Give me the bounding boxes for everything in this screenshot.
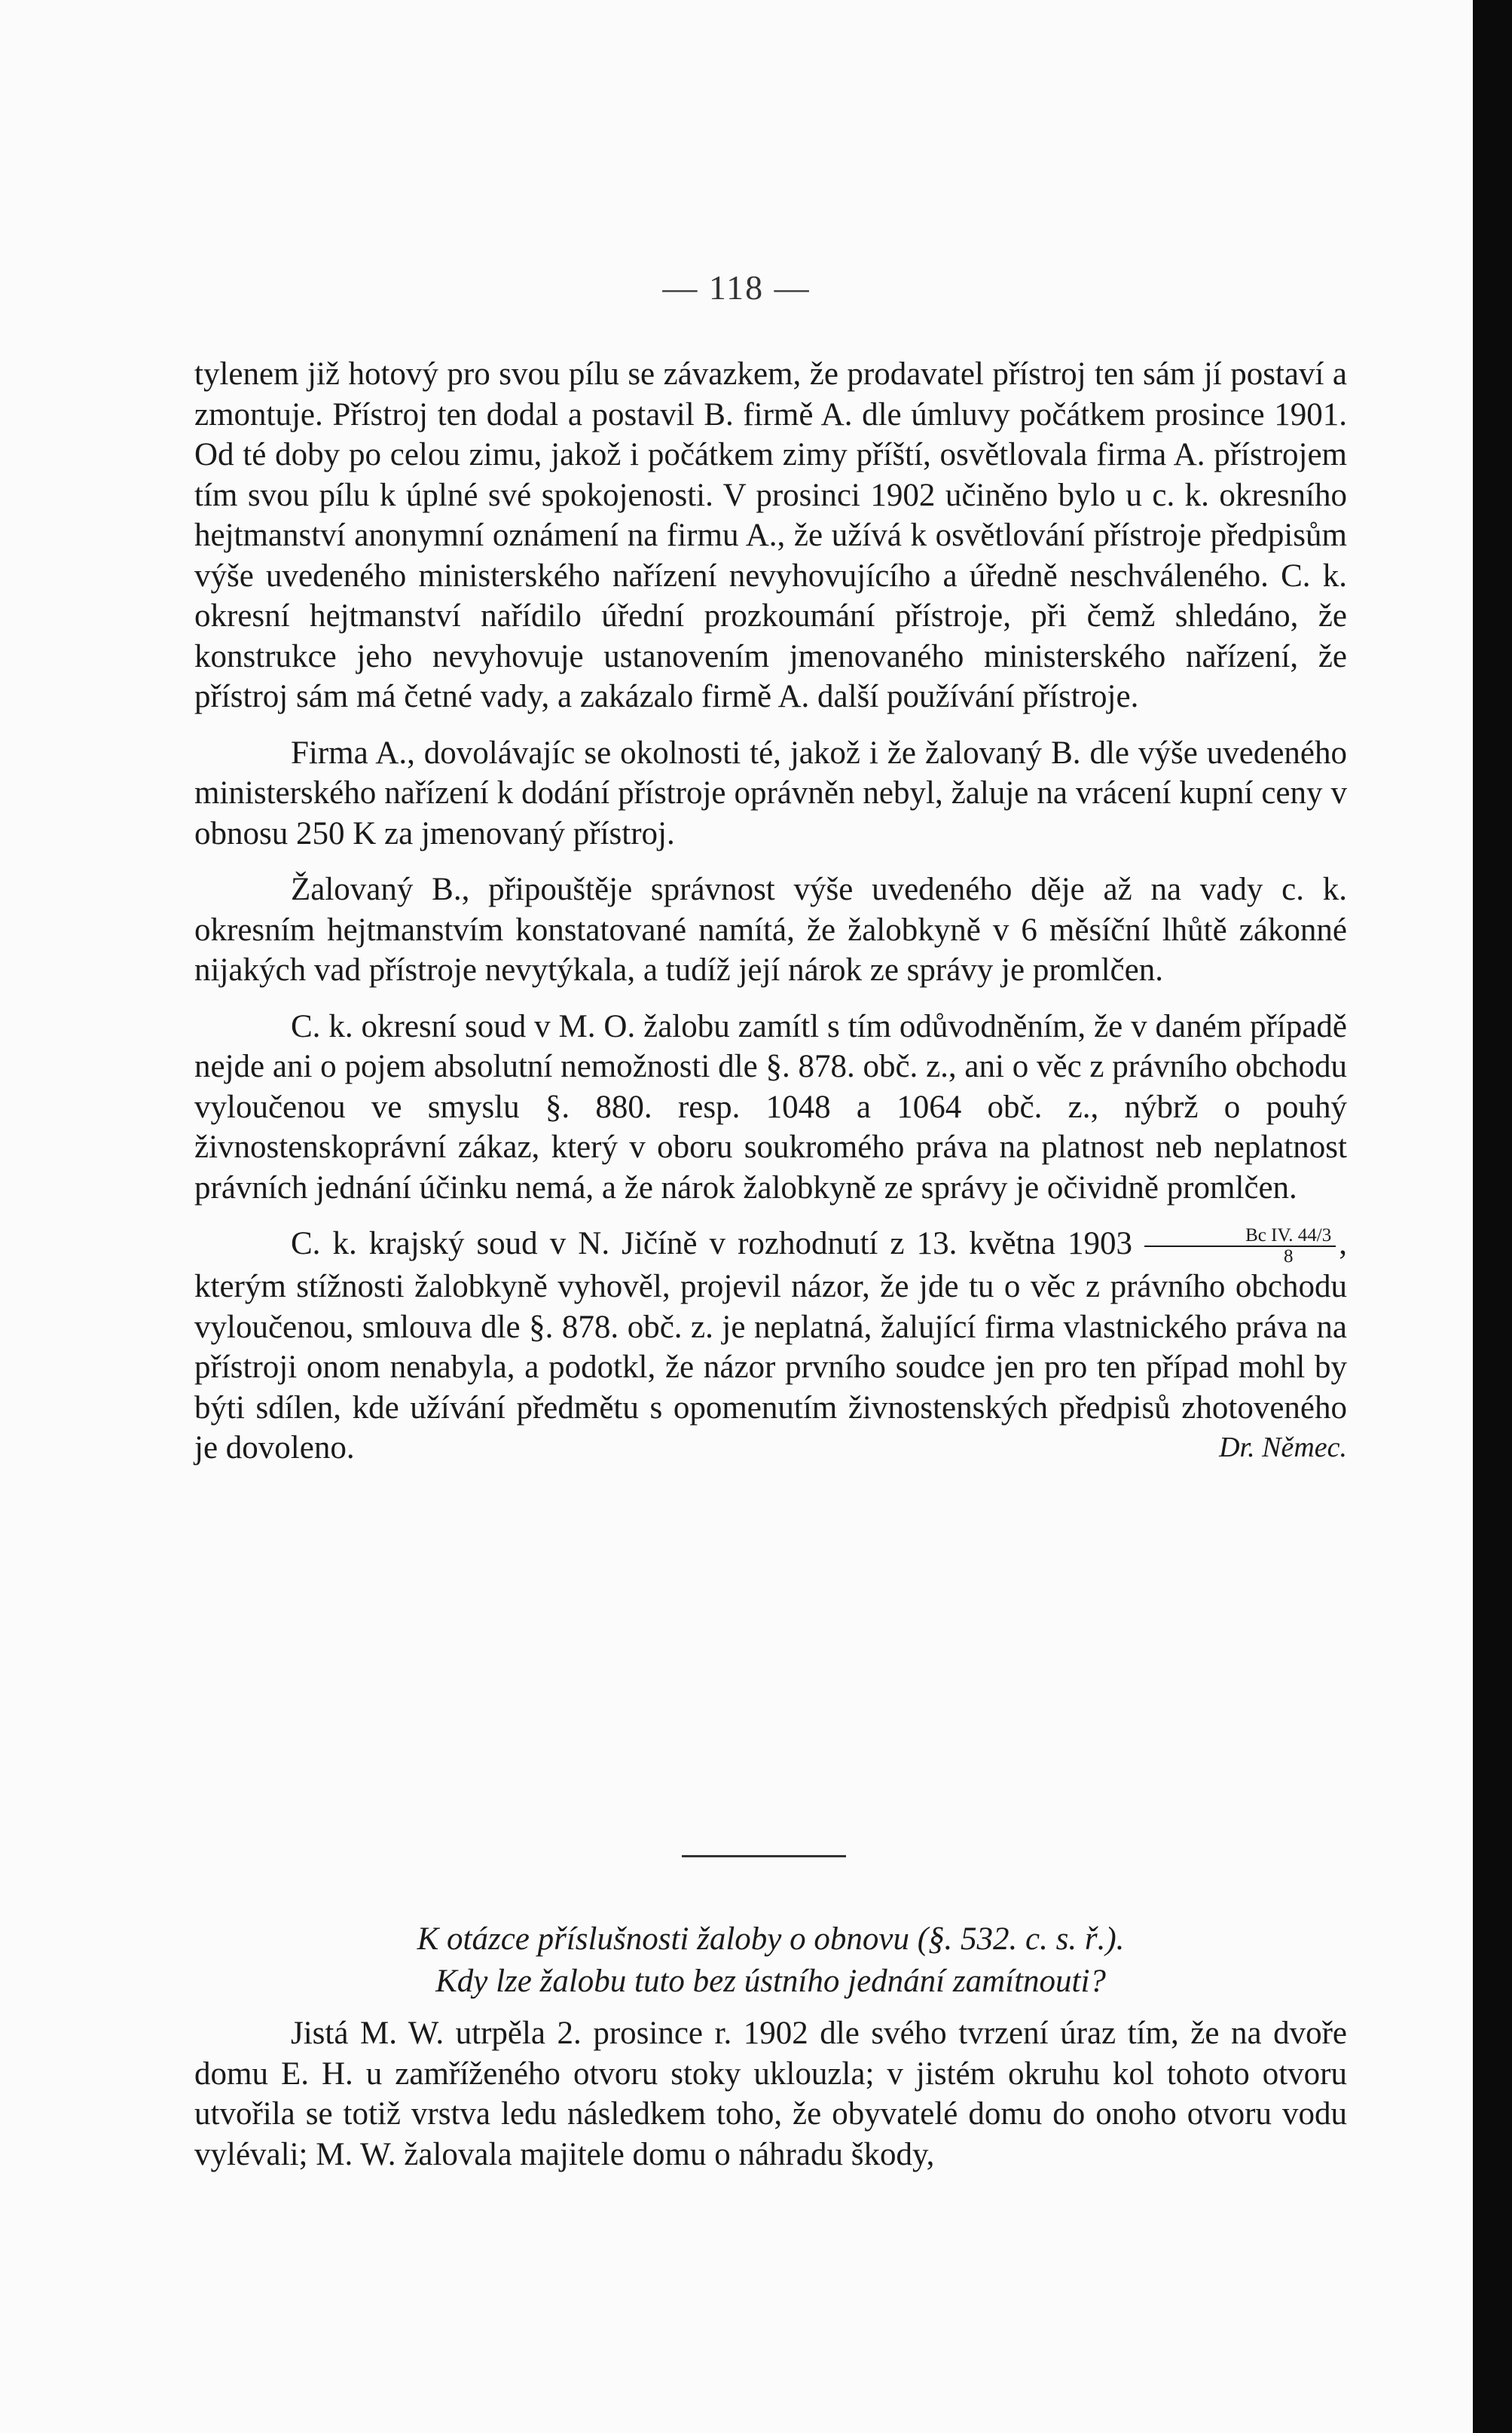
heading-line-1: K otázce příslušnosti žaloby o obnovu (§. 532. c. s. ř.). xyxy=(417,1921,1125,1957)
author-signature: Dr. Němec. xyxy=(1219,1432,1347,1464)
section-heading xyxy=(194,1918,1347,2003)
decision-text: , kterým stížnosti žalobkyně vyhověl, projevil názor, že jde tu o věc z právního obchodu vyloučenou, smlouva dle §. 878. obč. z. je neplatná, žalující firma vlastnického práva na přístroji onom nenabyla, a podotkl, že názor prvního soudce jen pro ten případ mohl by býti sdílen, kde užívání předmětu s opomenutím živnostenských předpisů zhotoveného je dovoleno. xyxy=(194,1226,1347,1466)
section-divider xyxy=(682,1855,846,1857)
scan-edge xyxy=(1473,0,1512,2433)
case-reference-denominator: 8 xyxy=(1283,1246,1294,1267)
case-reference xyxy=(1144,1226,1336,1267)
paragraph-3: Žalovaný B., připouštěje správnost výše uvedeného děje až na vady c. k. okresním hejtmanstvím konstatované namítá, že žalobkyně v 6 měsíční lhůtě zákonné nijakých vad přístroje nevytýkala, a tudíž její nárok ze správy je promlčen. xyxy=(194,872,1347,988)
body-text xyxy=(194,354,1347,1469)
paragraph-2: Firma A., dovolávajíc se okolnosti té, jakož i že žalovaný B. dle výše uvedeného ministerského nařízení k dodání přístroje oprávněn nebyl, žaluje na vrácení kupní ceny v obnosu 250 K za jmenovaný přístroj. xyxy=(194,735,1347,851)
heading-line-2: Kdy lze žalobu tuto bez ústního jednání zamítnouti? xyxy=(435,1964,1106,1999)
final-text xyxy=(194,2013,1347,2175)
paragraph-4: C. k. okresní soud v M. O. žalobu zamítl s tím odůvodněním, že v daném případě nejde ani o pojem absolutní nemožnosti dle §. 878. obč. z., ani o věc z právního obchodu vyloučenou ve smyslu §. 880. resp. 1048 a 1064 obč. z., nýbrž o pouhý živnostenskoprávní zákaz, který v oboru soukromého práva na platnost neb neplatnost právních jednání účinku nemá, a že nárok žalobkyně ze správy je očividně promlčen. xyxy=(194,1008,1347,1206)
paragraph-final: Jistá M. W. utrpěla 2. prosince r. 1902 dle svého tvrzení úraz tím, že na dvoře domu E. H. u zamříženého otvoru stoky uklouzla; v jistém okruhu kol tohoto otvoru utvořila se totiž vrstva ledu následkem toho, že obyvatelé domu do onoho otvoru vodu vylévali; M. W. žalovala majitele domu o náhradu škody, xyxy=(194,2016,1347,2172)
paragraph-1: tylenem již hotový pro svou pílu se závazkem, že prodavatel přístroj ten sám jí postaví a zmontuje. Přístroj ten dodal a postavil B. firmě A. dle úmluvy počátkem prosince 1901. Od té doby po celou zimu, jakož i počátkem zimy příští, osvětlovala firma A. přístrojem tím svou pílu k úplné své spokojenosti. V prosinci 1902 učiněno bylo u c. k. okresního hejtmanství anonymní oznámení na firmu A., že užívá k osvětlování přístroje předpisům výše uvedeného ministerského nařízení nevyhovujícího a úředně neschváleného. C. k. okresní hejtmanství nařídilo úřední prozkoumání přístroje, při čemž shledáno, že konstrukce jeho nevyhovuje ustanovením jmenovaného ministerského nařízení, že přístroj sám má četné vady, a zakázalo firmě A. další používání přístroje. xyxy=(194,356,1347,714)
page-number: — 118 — xyxy=(662,268,811,307)
case-reference-numerator: Bc IV. 44/3 xyxy=(1144,1226,1336,1247)
paragraph-decision xyxy=(194,1224,1347,1469)
decision-lead: C. k. krajský soud v N. Jičíně v rozhodnutí z 13. května 1903 xyxy=(291,1226,1133,1261)
